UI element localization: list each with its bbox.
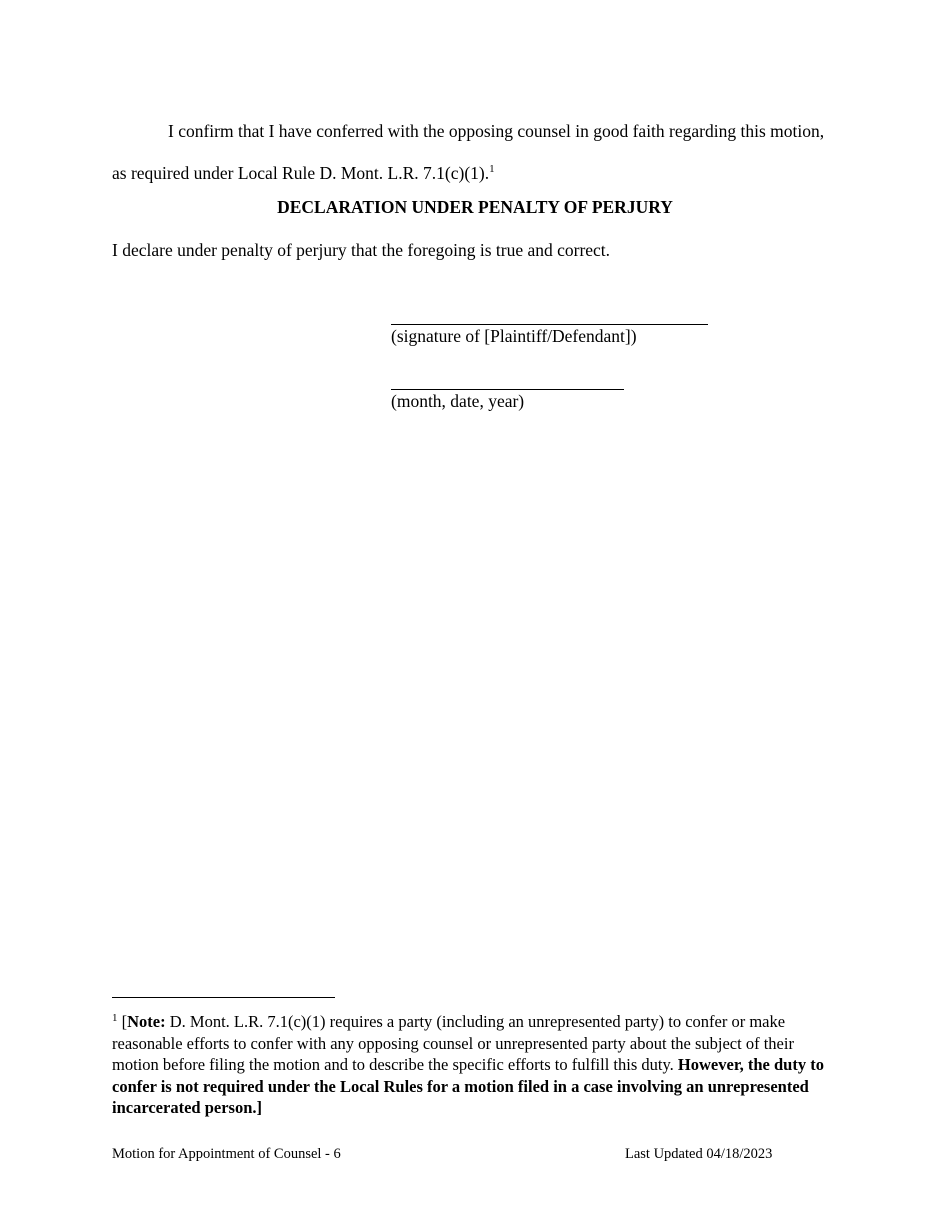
declaration-heading: DECLARATION UNDER PENALTY OF PERJURY (277, 197, 673, 217)
footnote-bold-text: However, the duty to confer is not required under the Local Rules for a motion filed in a case involving an unrepresented incarcerated person.] (112, 1055, 824, 1117)
conferral-paragraph (112, 110, 832, 194)
footnote-note-label: Note: (127, 1012, 166, 1031)
footnote-open-bracket: [ (117, 1012, 128, 1031)
footer-title: Motion for Appointment of Counsel - 6 (112, 1146, 341, 1162)
signature-line (391, 324, 708, 325)
signature-label: (signature of [Plaintiff/Defendant]) (391, 326, 637, 346)
conferral-text: I confirm that I have conferred with the opposing counsel in good faith regarding this motion, as required under Local Rule D. Mont. L.R. 7.1(c)(1). (112, 121, 825, 183)
footer-last-updated: Last Updated 04/18/2023 (625, 1146, 773, 1162)
footnote-marker: 1 (112, 1012, 118, 1024)
date-label: (month, date, year) (391, 391, 525, 411)
footnote-separator (112, 997, 335, 998)
footnote-reference[interactable]: 1 (489, 163, 495, 175)
date-line (391, 389, 624, 390)
footnote (112, 1011, 837, 1119)
footnote-note-text: D. Mont. L.R. 7.1(c)(1) requires a party (including an unrepresented party) to confer or make reasonable efforts to confer with any opposing counsel or unrepresented party about the subject of their motion before filing the motion and to describe the specific efforts to fulfill this duty. (112, 1012, 794, 1074)
declaration-statement: I declare under penalty of perjury that the foregoing is true and correct. (112, 240, 611, 260)
